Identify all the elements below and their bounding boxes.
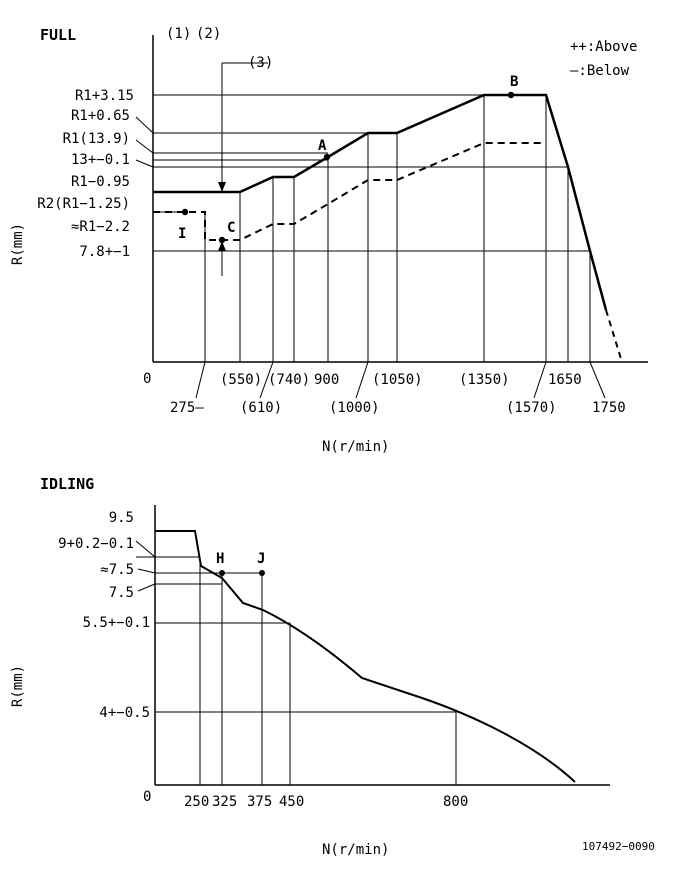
note-3-label: (3) <box>248 55 274 71</box>
full-y-label: 13+−0.1 <box>70 152 130 168</box>
arrow-down-icon <box>218 182 226 192</box>
point-c-marker <box>219 237 225 243</box>
full-label-leaders <box>136 117 153 167</box>
full-title: FULL <box>40 26 77 44</box>
idling-y-label: ≈7.5 <box>100 562 134 578</box>
point-j-label: J <box>257 551 266 567</box>
full-origin-label: 0 <box>143 371 152 387</box>
idling-y-label: 9.5 <box>108 510 134 526</box>
full-y-label: 7.8+−1 <box>79 244 130 260</box>
idling-x-label: 450 <box>279 794 305 810</box>
full-y-label: R1+0.65 <box>70 108 130 124</box>
full-y-label: ≈R1−2.2 <box>70 219 130 235</box>
full-x-axis-label: N(r/min) <box>322 439 390 455</box>
full-y-label: R1−0.95 <box>70 174 130 190</box>
leader-9-0 <box>136 541 155 557</box>
full-chart <box>10 26 648 455</box>
full-x-labels-row2 <box>170 400 626 416</box>
point-j-marker <box>259 570 265 576</box>
idling-chart <box>10 475 610 858</box>
idling-x-label: 800 <box>443 794 469 810</box>
point-b-label: B <box>510 74 519 90</box>
full-y-labels <box>37 88 134 260</box>
full-x-label: 900 <box>314 372 340 388</box>
full-x-label: (1570) <box>506 400 557 416</box>
leader-r1-13-9 <box>136 140 153 153</box>
tick-leader-1000 <box>356 362 368 398</box>
point-h-marker <box>219 570 225 576</box>
idling-y-label: 9+0.2−0.1 <box>58 536 134 552</box>
point-a-marker <box>324 154 330 160</box>
full-drop-lines <box>205 95 590 362</box>
full-x-label: (1350) <box>459 372 510 388</box>
idling-x-label: 325 <box>212 794 238 810</box>
legend-above: ++:Above <box>570 39 638 55</box>
idling-x-label: 375 <box>247 794 273 810</box>
idling-x-labels <box>184 794 468 810</box>
full-y-axis-label: R(mm) <box>10 222 26 266</box>
full-solid-curve <box>153 95 606 310</box>
full-ref-lines <box>153 95 590 251</box>
idling-x-axis-label: N(r/min) <box>322 842 390 858</box>
leader-7-5 <box>138 584 155 591</box>
leader-13 <box>136 160 153 167</box>
full-solid-curve-tail <box>606 310 622 362</box>
point-a-label: A <box>318 138 327 154</box>
full-y-label: R1+3.15 <box>74 88 134 104</box>
idling-y-label: 7.5 <box>108 585 134 601</box>
legend-below: —:Below <box>570 63 630 79</box>
idling-drop-lines <box>200 557 456 785</box>
idling-origin-label: 0 <box>143 789 152 805</box>
full-x-label: 1650 <box>548 372 582 388</box>
full-x-label: (1050) <box>372 372 423 388</box>
full-x-label: (1000) <box>329 400 380 416</box>
note-3-arrow <box>218 55 273 276</box>
idling-y-label: 5.5+−0.1 <box>82 615 150 631</box>
idling-x-label: 250 <box>184 794 210 810</box>
point-c-label: C <box>227 220 236 236</box>
full-x-label: 275— <box>170 400 204 416</box>
full-x-label: (610) <box>240 400 283 416</box>
tick-leader-1750 <box>590 362 605 398</box>
full-note-1: (1) <box>166 26 192 42</box>
point-i-label: I <box>178 226 187 242</box>
leader-r1-0-65 <box>136 117 153 133</box>
full-x-label: (550) <box>220 372 263 388</box>
idling-y-axis-label: R(mm) <box>10 664 26 708</box>
tick-leader-1570 <box>534 362 546 398</box>
idling-title: IDLING <box>40 475 95 493</box>
idling-curve <box>155 531 575 782</box>
tick-leader-275 <box>196 362 205 398</box>
idling-y-label: 4+−0.5 <box>99 705 150 721</box>
point-h-label: H <box>216 551 225 567</box>
point-b-marker <box>508 92 514 98</box>
full-x-label: (740) <box>268 372 311 388</box>
full-y-label: R1(13.9) <box>62 131 130 147</box>
full-x-label: 1750 <box>592 400 626 416</box>
idling-label-leaders <box>136 541 155 591</box>
full-y-label: R2(R1−1.25) <box>37 196 130 212</box>
point-i-marker <box>182 209 188 215</box>
idling-ref-lines <box>136 531 456 712</box>
full-x-labels-row1 <box>220 372 582 388</box>
full-note-2: (2) <box>196 26 222 42</box>
leader-approx-7-5 <box>138 569 155 573</box>
document-number: 107492−0090 <box>582 840 655 853</box>
